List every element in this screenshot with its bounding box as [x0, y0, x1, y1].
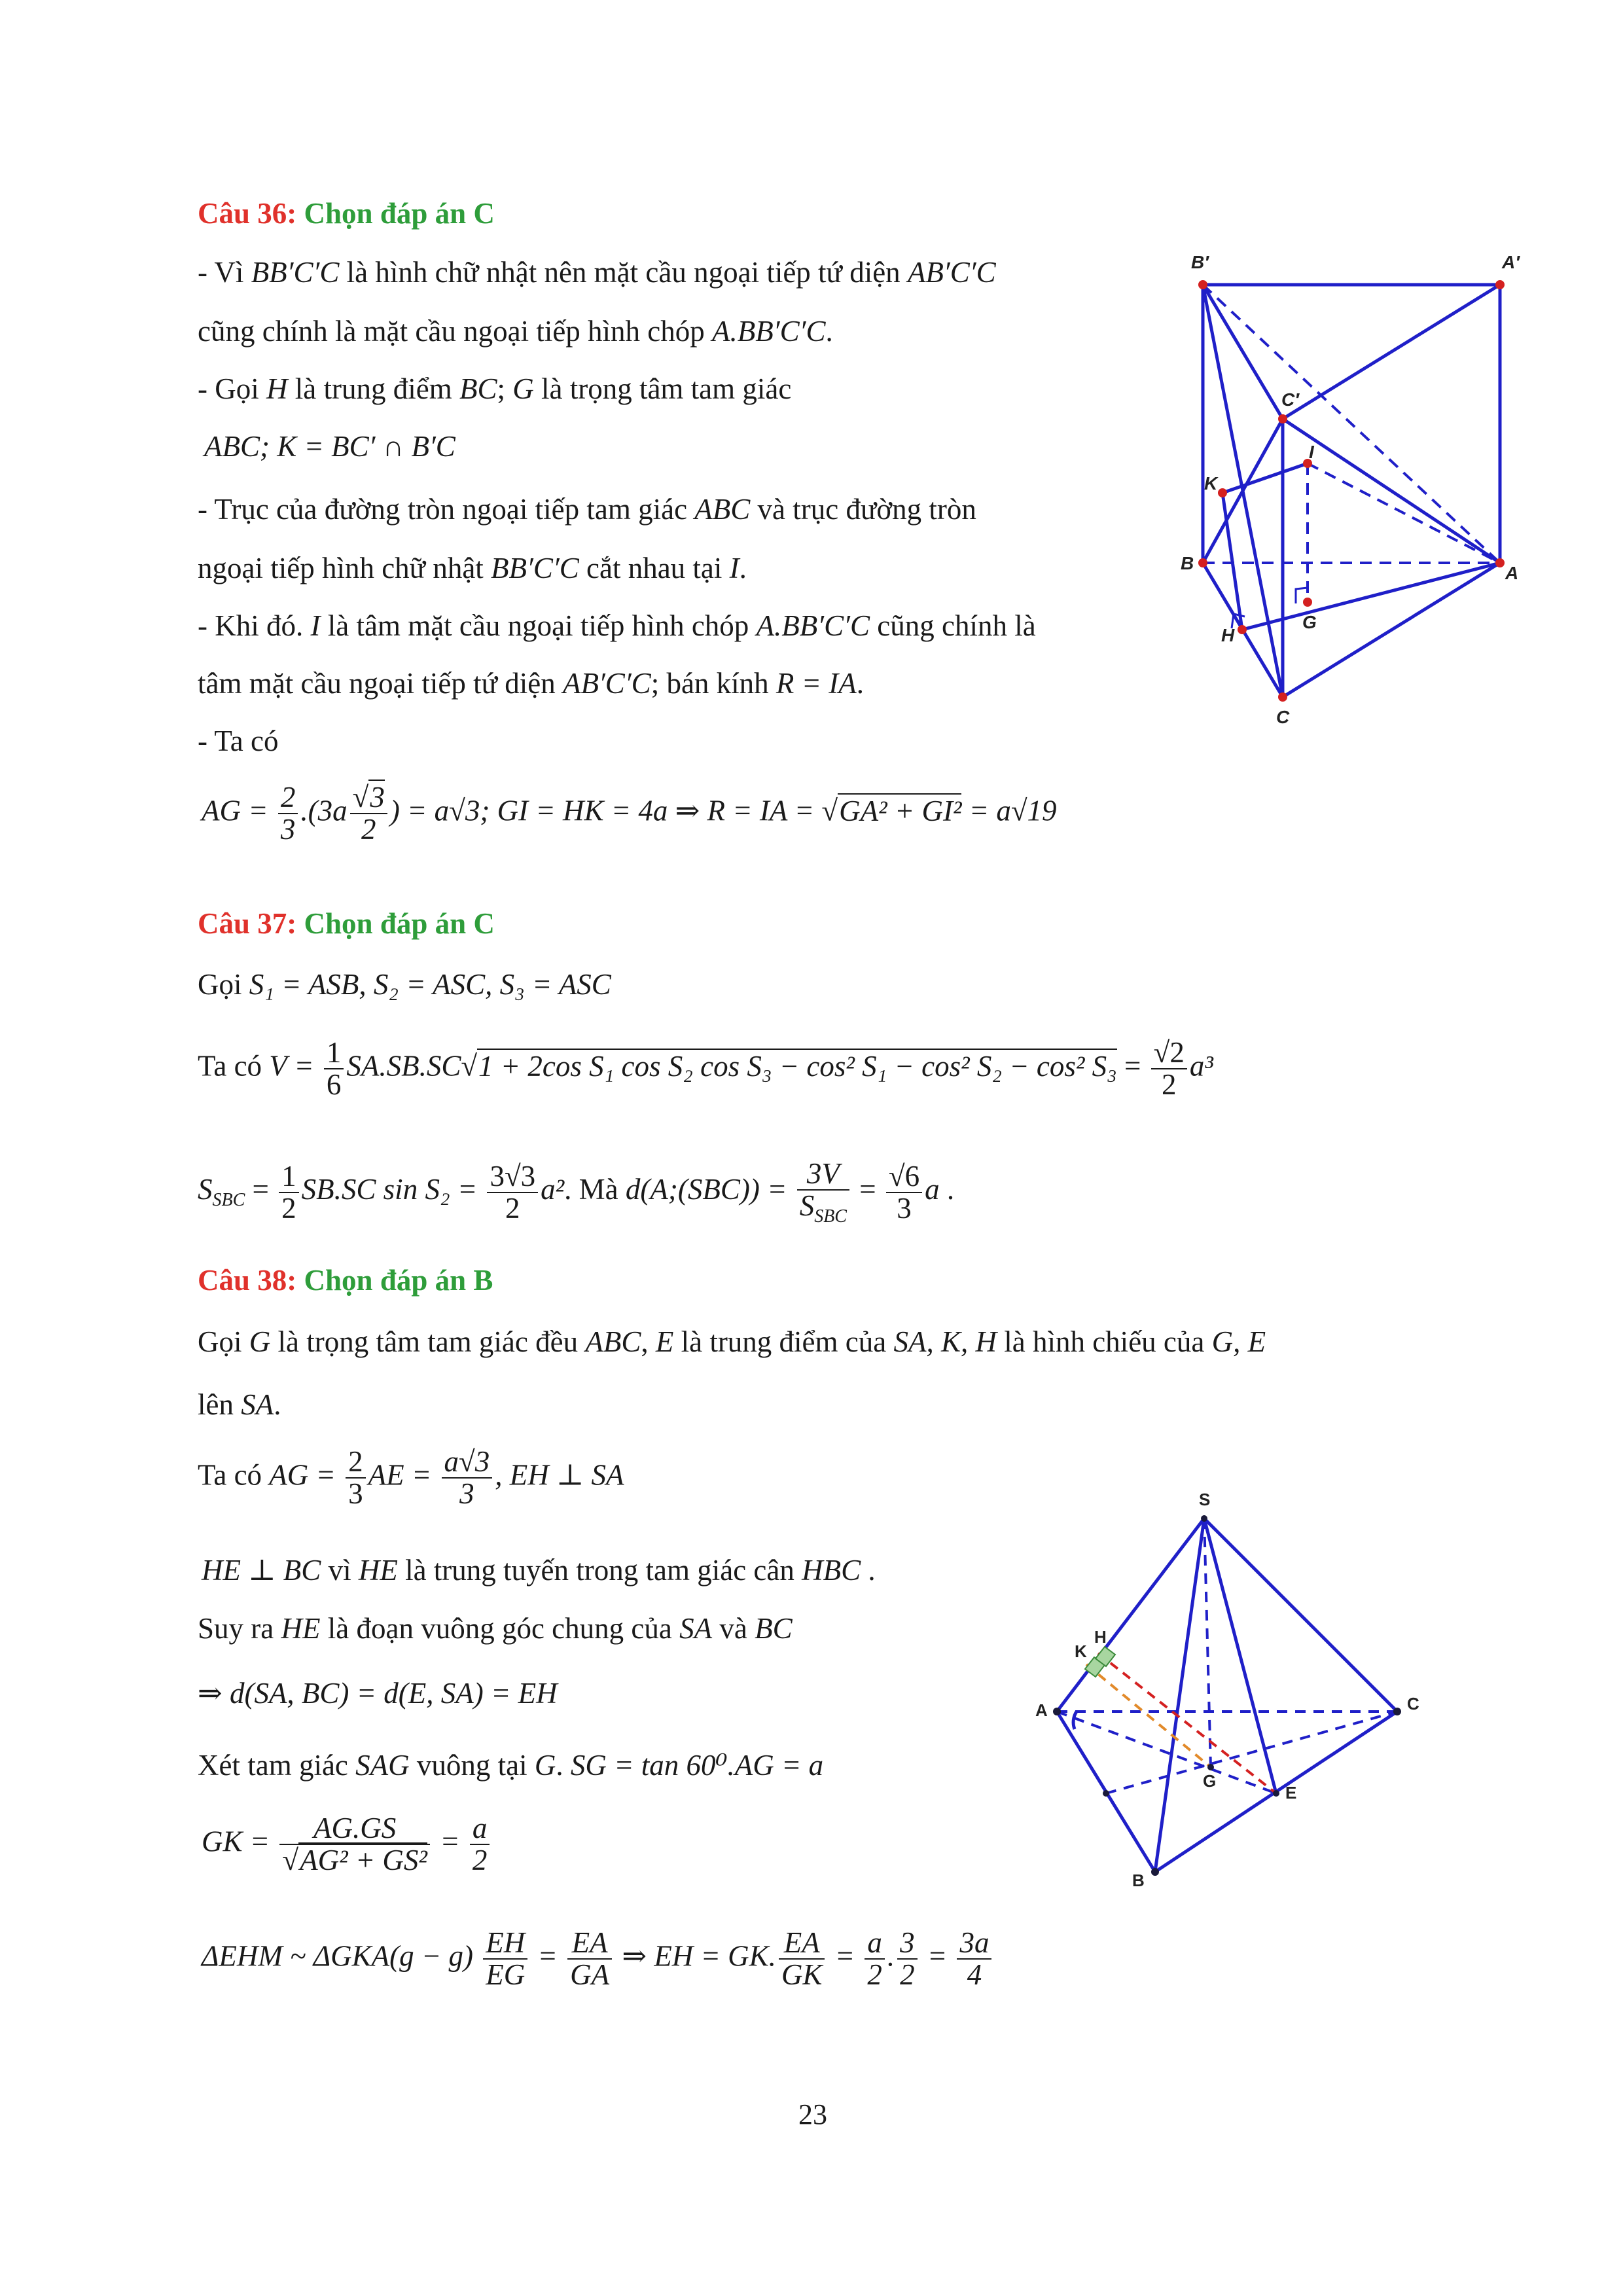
label-k: K	[1204, 473, 1218, 493]
text: vuông tại	[416, 1749, 527, 1782]
q38-label: Câu 38:	[198, 1264, 297, 1297]
math: E	[655, 1325, 674, 1358]
label-a: A	[1505, 563, 1519, 583]
label-h: H	[1094, 1627, 1107, 1647]
math: V =	[269, 1049, 314, 1083]
point-c	[1393, 1708, 1401, 1715]
label-ap: A′	[1502, 252, 1520, 272]
math: = a√19	[969, 794, 1057, 827]
point-b	[1151, 1868, 1159, 1876]
angle-arc-a	[1073, 1712, 1077, 1729]
label-c: C	[1407, 1694, 1419, 1713]
math: BB′C′C	[491, 552, 579, 584]
math: =	[834, 1939, 855, 1973]
q36-line8	[198, 666, 864, 700]
math: ⇒ EH = GK.	[622, 1939, 776, 1973]
math: =	[440, 1825, 460, 1858]
q38-line2	[198, 1388, 281, 1422]
math: =	[537, 1939, 558, 1973]
point-bp	[1198, 280, 1207, 289]
label-cp: C′	[1281, 389, 1299, 410]
text: .	[868, 1554, 876, 1587]
math: G	[512, 372, 534, 405]
math: AB′C′C	[907, 256, 996, 289]
point-cp	[1278, 414, 1287, 423]
text: - Khi đó.	[198, 609, 304, 642]
math: S₁ = ASB, S₂ = ASC, S₃ = ASC	[249, 968, 611, 1001]
text: cũng chính là mặt cầu ngoại tiếp hình chóp	[198, 315, 705, 348]
q38-line3	[198, 1446, 624, 1510]
q36-line1	[198, 255, 996, 289]
text: cắt nhau tại	[586, 552, 722, 584]
text: và trục đường tròn	[757, 493, 976, 526]
label-e: E	[1285, 1783, 1297, 1803]
math: HE	[281, 1612, 321, 1645]
point-g	[1303, 598, 1312, 607]
prism-figure	[1171, 242, 1538, 726]
q37-line3	[198, 1158, 954, 1227]
q36-line6	[198, 551, 747, 585]
math: HE ⊥ BC	[202, 1554, 321, 1587]
math: AB′C′C	[562, 667, 651, 700]
fraction: $\frac{EA}{GA}$	[567, 1928, 612, 1991]
math: R = IA	[776, 667, 857, 700]
text: Xét tam giác	[198, 1749, 348, 1782]
math: ΔEHM ~ ΔGKA(g − g)	[202, 1939, 473, 1973]
fraction: $\frac{3√3}{2}$	[487, 1161, 538, 1225]
edge-cpap	[1283, 285, 1500, 419]
math: SG = tan 60⁰.AG = a	[570, 1749, 824, 1782]
text: Suy ra	[198, 1612, 274, 1645]
fraction: $\frac{EH}{EG}$	[483, 1928, 527, 1991]
text: là tâm mặt cầu ngoại tiếp hình chóp	[327, 609, 749, 642]
math: ABC	[694, 493, 751, 526]
text: là trọng tâm tam giác đều	[277, 1325, 579, 1358]
math: I	[729, 552, 740, 584]
math: SA.SB.SC	[346, 1049, 461, 1083]
q36-line5	[198, 492, 976, 526]
point-m	[1103, 1790, 1109, 1797]
math: 1 + 2cos S₁ cos S₂ cos S₃ − cos² S₁ − cos² S₂ − cos² S₃	[478, 1049, 1117, 1083]
page-number: 23	[798, 2098, 827, 2130]
fraction: $\frac{1}{2}$	[279, 1161, 299, 1225]
text: - Vì	[198, 256, 244, 289]
math: SA, K, H	[893, 1325, 997, 1358]
q38-line8	[202, 1813, 492, 1876]
text: - Trục của đường tròn ngoại tiếp tam giác	[198, 493, 688, 526]
label-c: C	[1276, 707, 1290, 726]
q38-line1	[198, 1325, 1266, 1359]
seg-mc	[1106, 1712, 1397, 1793]
math: BB′C′C	[251, 256, 340, 289]
q38-line7	[198, 1748, 823, 1782]
q36-line3	[198, 372, 791, 406]
text: là trung điểm của	[681, 1325, 887, 1358]
math: G	[249, 1325, 271, 1358]
text: . Mà	[564, 1173, 618, 1206]
seg-he	[1098, 1653, 1276, 1793]
text: vì	[328, 1554, 351, 1587]
math: HE	[358, 1554, 398, 1587]
math: a³	[1189, 1049, 1213, 1083]
label-bp: B′	[1191, 252, 1209, 272]
text: - Gọi	[198, 372, 259, 405]
point-e	[1273, 1790, 1279, 1797]
text: ; bán kính	[651, 667, 769, 700]
point-g	[1207, 1764, 1214, 1770]
q38-line4	[202, 1552, 876, 1587]
seg-kh	[1222, 493, 1242, 630]
math: HBC	[802, 1554, 861, 1587]
fraction: $\frac{1}{6}$	[324, 1037, 344, 1101]
label-a: A	[1035, 1700, 1048, 1720]
math: GK =	[202, 1825, 270, 1858]
math: SA	[241, 1388, 274, 1421]
text: .	[825, 315, 833, 348]
math: .(3a	[300, 794, 348, 827]
math: A.BB′C′C	[712, 315, 826, 348]
q37-line2: Ta có V = $\frac{1}{6}$ SA.SB.SC√1 + 2cos S₁ cos S₂ cos S₃ − cos² S₁ − cos² S₂ − cos² S₃ = $\frac{√2}{2}$ a³	[198, 1036, 1213, 1102]
text: .	[739, 552, 747, 584]
seg-se	[1204, 1518, 1276, 1793]
q38-line9	[202, 1928, 994, 1991]
text: tâm mặt cầu ngoại tiếp tứ diện	[198, 667, 556, 700]
math: a²	[541, 1173, 565, 1206]
math: SAG	[355, 1749, 410, 1782]
fraction: $\frac{AG.GS}{\text{√AG² + GS²}}$	[279, 1813, 430, 1876]
math: AE =	[368, 1458, 432, 1492]
math: a	[925, 1173, 940, 1206]
text: Ta có	[198, 1458, 262, 1492]
fraction: $\frac{a}{2}$	[470, 1813, 490, 1876]
text: Gọi	[198, 1325, 242, 1358]
q36-answer: Chọn đáp án C	[304, 197, 495, 230]
fraction: $\frac{a√3}{3}$	[442, 1446, 493, 1510]
seg-kg	[1086, 1664, 1211, 1767]
math: H	[266, 372, 288, 405]
math: =	[252, 1173, 269, 1206]
math: AG =	[202, 794, 268, 827]
text: lên	[198, 1388, 234, 1421]
fraction: $\frac{2}{3}$	[346, 1446, 366, 1510]
math: ) = a√3; GI = HK = 4a ⇒ R = IA =	[389, 794, 815, 827]
point-s	[1201, 1515, 1207, 1522]
label-b: B	[1181, 553, 1194, 573]
math: SA	[679, 1612, 713, 1645]
seg-sg	[1204, 1518, 1211, 1767]
math: G, E	[1211, 1325, 1266, 1358]
q36-label: Câu 36:	[198, 197, 297, 230]
fraction: $\frac{3a}{4}$	[957, 1928, 991, 1991]
fraction: $\frac{3V}{S_{SBC}}$	[797, 1158, 849, 1227]
math: , EH ⊥ SA	[495, 1458, 624, 1492]
q36-line4: ABC; K = BC′ ∩ B′C	[204, 430, 455, 463]
label-s: S	[1199, 1490, 1211, 1509]
q38-line5	[198, 1611, 793, 1645]
q37-heading	[198, 906, 495, 941]
point-h	[1238, 625, 1247, 634]
label-i: I	[1309, 442, 1314, 462]
seg-ia	[1308, 463, 1500, 563]
math: A.BB′C′C	[756, 609, 870, 642]
math: AG =	[269, 1458, 336, 1492]
edge-cpa	[1283, 419, 1500, 563]
math: SB.SC sin S₂ =	[301, 1173, 478, 1206]
seg-ki	[1222, 463, 1308, 493]
label-g: G	[1302, 612, 1317, 632]
point-ap	[1495, 280, 1505, 289]
fraction: $\frac{3}{2}$	[897, 1928, 918, 1991]
fraction: $\frac{2}{3}$	[278, 782, 298, 846]
q37-answer: Chọn đáp án C	[304, 907, 495, 940]
q36-heading	[198, 196, 495, 230]
q36-line7	[198, 609, 1036, 643]
math: .	[887, 1939, 895, 1973]
label-h: H	[1221, 625, 1235, 645]
q38-heading	[198, 1263, 493, 1297]
text: là trung điểm	[294, 372, 452, 405]
math: =	[927, 1939, 948, 1973]
point-c	[1278, 692, 1287, 702]
math: ABC	[585, 1325, 641, 1358]
math: GA² + GI²	[839, 794, 962, 827]
text: ,	[641, 1325, 649, 1358]
text: là hình chữ nhật nên mặt cầu ngoại tiếp tứ diện	[346, 256, 901, 289]
label-g: G	[1203, 1771, 1217, 1791]
text: Ta có	[198, 1049, 262, 1083]
text: .	[274, 1388, 281, 1421]
label-k: K	[1075, 1641, 1087, 1661]
text: cũng chính là	[877, 609, 1036, 642]
q37-line1	[198, 967, 611, 1001]
math: BC	[755, 1612, 793, 1645]
fraction: $\frac{EA}{GK}$	[779, 1928, 825, 1991]
math: d(A;(SBC)) =	[625, 1173, 787, 1206]
q36-line2	[198, 314, 833, 348]
q38-line6: ⇒ d(SA, BC) = d(E, SA) = EH	[198, 1677, 558, 1710]
label-b: B	[1132, 1871, 1145, 1890]
text: .	[856, 667, 864, 700]
math: BC	[459, 372, 497, 405]
pyramid-figure	[1021, 1486, 1453, 1892]
text: là hình chiếu của	[1004, 1325, 1205, 1358]
q36-line9: - Ta có	[198, 725, 279, 757]
text: Gọi	[198, 968, 242, 1001]
point-b	[1198, 558, 1207, 567]
fraction: $\frac{√3}{2}$	[350, 782, 387, 846]
edge-sc	[1204, 1518, 1397, 1712]
math: I	[310, 609, 321, 642]
text: là trọng tâm tam giác	[541, 372, 792, 405]
point-a	[1495, 558, 1505, 567]
text: ;	[497, 372, 505, 405]
text: .	[556, 1749, 563, 1782]
fraction: $\frac{a}{2}$	[865, 1928, 885, 1991]
point-a	[1053, 1708, 1061, 1715]
q36-formula: AG = $\frac{2}{3}$ .(3a $\frac{√3}{2}$ ) = a√3; GI = HK = 4a ⇒ R = IA = √GA² + GI² = a√19	[202, 781, 1057, 846]
text: .	[946, 1173, 955, 1206]
text: và	[719, 1612, 747, 1645]
math: $S_{SBC}$	[198, 1173, 245, 1211]
math: =	[1124, 1049, 1141, 1083]
text: là đoạn vuông góc chung của	[327, 1612, 672, 1645]
text: là trung tuyến trong tam giác cân	[405, 1554, 794, 1587]
q37-label: Câu 37:	[198, 907, 297, 940]
math: =	[859, 1173, 876, 1206]
math: G	[534, 1749, 556, 1782]
text: ngoại tiếp hình chữ nhật	[198, 552, 484, 584]
q38-answer: Chọn đáp án B	[304, 1264, 493, 1297]
point-k	[1218, 488, 1227, 497]
fraction: $\frac{√2}{2}$	[1151, 1037, 1187, 1101]
fraction: $\frac{√6}{3}$	[886, 1161, 922, 1225]
